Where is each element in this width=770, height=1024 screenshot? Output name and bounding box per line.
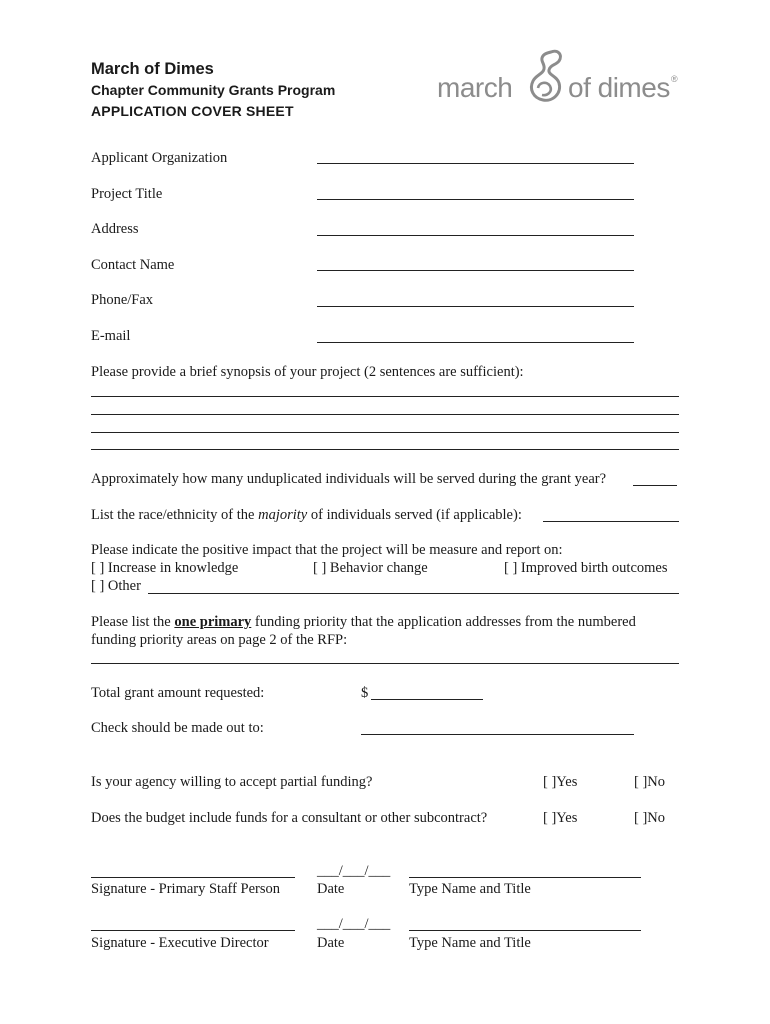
grant-amount-line[interactable] — [371, 699, 483, 700]
synopsis-prompt: Please provide a brief synopsis of your project (2 sentences are sufficient): — [91, 364, 524, 380]
priority-prompt-line2: funding priority areas on page 2 of the RFP: — [91, 632, 348, 648]
logo-text-right: of dimes — [568, 72, 670, 103]
synopsis-line[interactable] — [91, 396, 679, 397]
impact-option-other[interactable]: [ ] Other — [91, 578, 141, 594]
date-label-director: Date — [317, 935, 345, 951]
partial-funding-yes[interactable]: [ ]Yes — [543, 774, 578, 790]
field-line-phone-fax[interactable] — [317, 306, 634, 307]
registered-mark: ® — [671, 74, 678, 84]
org-title: March of Dimes — [91, 60, 214, 78]
synopsis-line[interactable] — [91, 449, 679, 450]
signature-line-director[interactable] — [91, 930, 295, 931]
field-label-applicant-org: Applicant Organization — [91, 150, 228, 166]
impact-option-birth-outcomes[interactable]: [ ] Improved birth outcomes — [504, 560, 668, 576]
name-label-staff: Type Name and Title — [409, 881, 531, 897]
partial-funding-question: Is your agency willing to accept partial funding? — [91, 774, 373, 790]
priority-prompt-after: funding priority that the application addresses from the numbered — [251, 614, 636, 630]
field-line-project-title[interactable] — [317, 199, 634, 200]
consultant-no[interactable]: [ ]No — [634, 810, 666, 826]
synopsis-line[interactable] — [91, 414, 679, 415]
field-line-email[interactable] — [317, 342, 634, 343]
priority-prompt — [91, 614, 636, 631]
consultant-question: Does the budget include funds for a consultant or other subcontract? — [91, 810, 488, 826]
march-of-dimes-logo — [437, 48, 677, 102]
priority-prompt-before: Please list the — [91, 614, 175, 630]
grant-amount-label: Total grant amount requested: — [91, 685, 265, 701]
dollar-sign: $ — [361, 685, 369, 701]
field-line-applicant-org[interactable] — [317, 163, 634, 164]
priority-line[interactable] — [91, 663, 679, 664]
race-prompt-after: of individuals served (if applicable): — [307, 507, 522, 523]
sheet-title: APPLICATION COVER SHEET — [91, 103, 294, 119]
name-label-director: Type Name and Title — [409, 935, 531, 951]
signature-label-director: Signature - Executive Director — [91, 935, 269, 951]
payee-line[interactable] — [361, 734, 634, 735]
impact-option-knowledge[interactable]: [ ] Increase in knowledge — [91, 560, 239, 576]
priority-prompt-emphasis: one primary — [174, 614, 252, 630]
synopsis-line[interactable] — [91, 432, 679, 433]
date-blank-staff[interactable]: ___/___/___ — [317, 863, 391, 879]
race-prompt-before: List the race/ethnicity of the — [91, 507, 259, 523]
field-label-contact-name: Contact Name — [91, 257, 175, 273]
signature-label-staff: Signature - Primary Staff Person — [91, 881, 281, 897]
field-label-address: Address — [91, 221, 139, 237]
date-blank-director[interactable]: ___/___/___ — [317, 916, 391, 932]
field-label-phone-fax: Phone/Fax — [91, 292, 154, 308]
payee-label: Check should be made out to: — [91, 720, 264, 736]
race-prompt — [91, 507, 522, 524]
consultant-yes[interactable]: [ ]Yes — [543, 810, 578, 826]
field-label-project-title: Project Title — [91, 186, 163, 202]
race-line[interactable] — [543, 521, 679, 522]
individuals-prompt: Approximately how many unduplicated individuals will be served during the grant year? — [91, 471, 607, 487]
impact-option-behavior[interactable]: [ ] Behavior change — [313, 560, 428, 576]
field-line-contact-name[interactable] — [317, 270, 634, 271]
name-line-director[interactable] — [409, 930, 641, 931]
partial-funding-no[interactable]: [ ]No — [634, 774, 666, 790]
impact-other-line[interactable] — [148, 593, 679, 594]
signature-line-staff[interactable] — [91, 877, 295, 878]
mother-baby-icon — [527, 48, 571, 104]
logo-text-left: march — [437, 72, 513, 103]
race-prompt-emphasis: majority — [258, 507, 308, 523]
field-label-email: E-mail — [91, 328, 131, 344]
impact-prompt: Please indicate the positive impact that the project will be measure and report on: — [91, 542, 563, 558]
field-line-address[interactable] — [317, 235, 634, 236]
date-label-staff: Date — [317, 881, 345, 897]
program-title: Chapter Community Grants Program — [91, 82, 336, 98]
name-line-staff[interactable] — [409, 877, 641, 878]
individuals-count-line[interactable] — [633, 485, 677, 486]
